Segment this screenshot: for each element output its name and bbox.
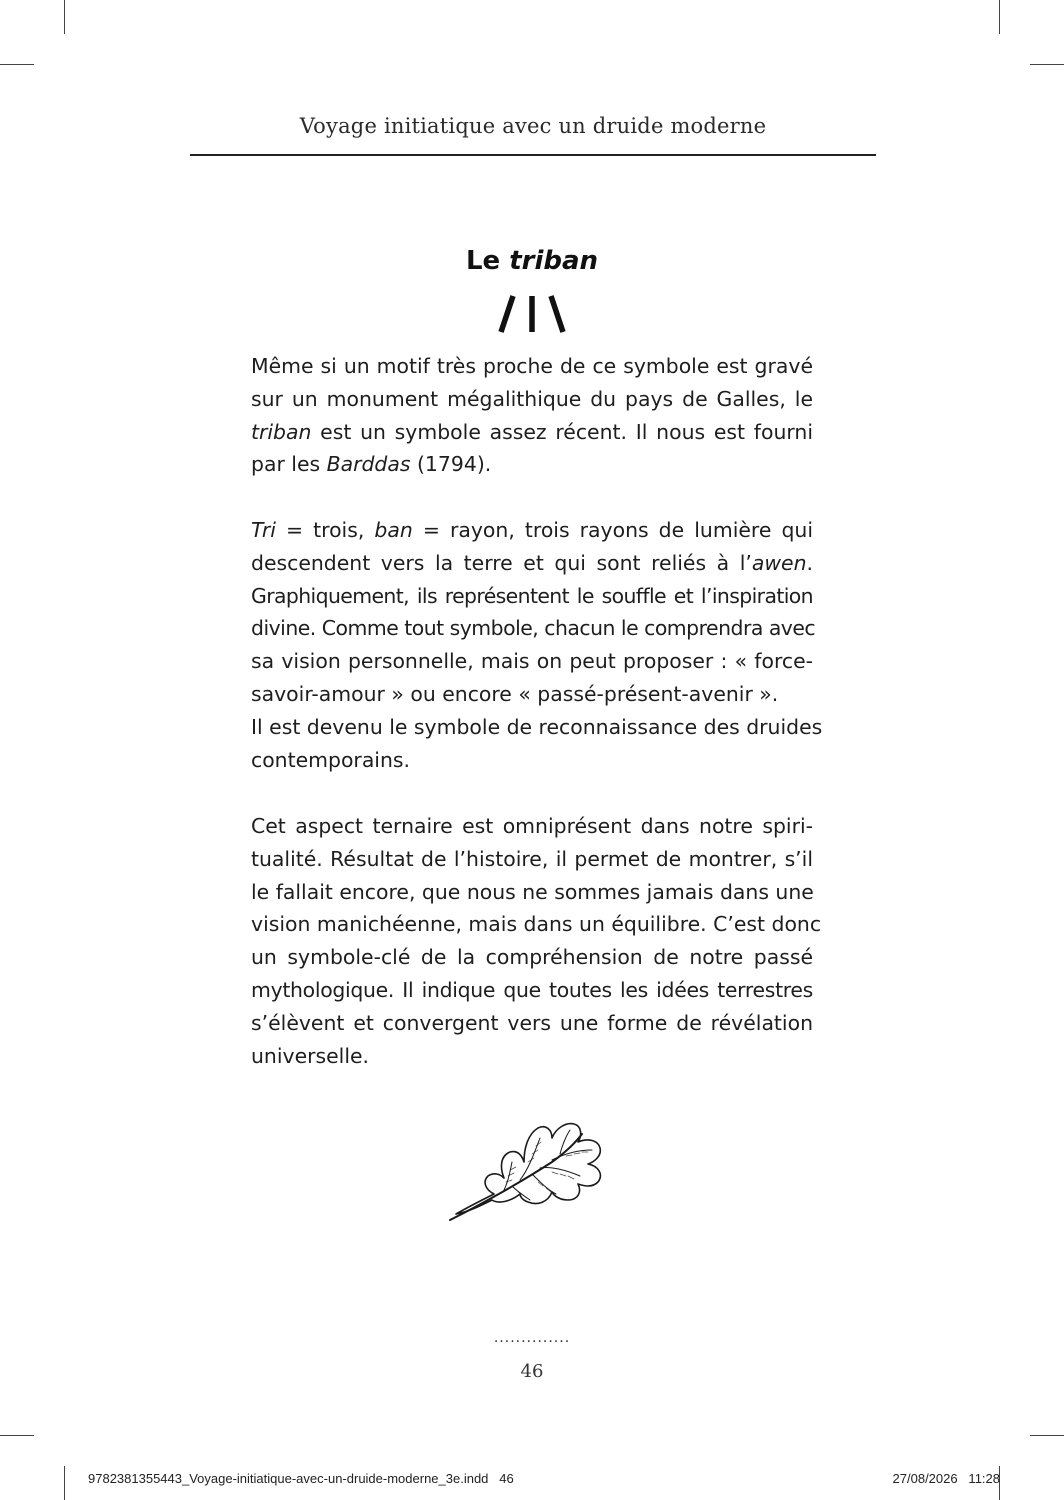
text-run: par les (251, 452, 327, 477)
text-line: tualité. Résultat de l’histoire, il permet de montrer, s’il (251, 846, 813, 871)
text-line: divine. Comme tout symbole, chacun le comprendra avec (251, 616, 816, 641)
text-run: . (806, 550, 813, 575)
text-line: sa vision personnelle, mais on peut proposer : « force- (251, 649, 813, 674)
text-line: sur un monument mégalithique du pays de Galles, le (251, 386, 813, 411)
page-number: 46 (520, 1361, 544, 1382)
section-title-plain: Le (465, 246, 510, 276)
text-run: descendent vers la terre et qui sont reliés à l’ (251, 550, 752, 575)
footer-dots: .............. (493, 1330, 571, 1346)
italic-term: ban (374, 518, 413, 542)
text-line: vision manichéenne, mais dans un équilibre. C’est donc (251, 912, 822, 937)
crop-mark-top-right (999, 0, 1000, 34)
italic-term: Tri (251, 518, 276, 542)
text-line: un symbole-clé de la compréhension de notre passé (251, 945, 813, 970)
text-line: mythologique. Il indique que toutes les idées terrestres (251, 977, 813, 1002)
text-run: = rayon, trois rayons de lumière qui (412, 518, 813, 542)
crop-mark-left-bottom (0, 1435, 34, 1436)
oak-leaf-icon (448, 1110, 616, 1224)
running-head: Voyage initiatique avec un druide moderne (299, 114, 767, 138)
section-title-italic: triban (509, 246, 599, 276)
text-line: Graphiquement, ils représentent le souffle et l’inspiration (251, 583, 813, 608)
text-line: s’élèvent et convergent vers une forme de révélation (251, 1010, 813, 1035)
paragraph-3 (251, 810, 822, 1072)
section-title (0, 246, 1064, 276)
crop-mark-right-top (1030, 64, 1064, 65)
italic-term: Barddas (326, 452, 411, 477)
text-run: = trois, (275, 518, 375, 542)
text-line: contemporains. (251, 747, 411, 772)
text-line (251, 416, 813, 449)
crop-mark-bottom-left (64, 1466, 65, 1500)
text-line: savoir-amour » ou encore « passé-présent-avenir ». (251, 681, 779, 706)
text-line (251, 514, 813, 547)
italic-term: triban (251, 419, 312, 444)
text-line (251, 547, 813, 580)
text-line: le fallait encore, que nous ne sommes jamais dans une (251, 879, 814, 904)
crop-mark-right-bottom (1030, 1435, 1064, 1436)
text-line: Cet aspect ternaire est omniprésent dans notre spiri- (251, 814, 813, 838)
triban-symbol-icon (496, 292, 568, 336)
italic-term: awen (751, 550, 807, 575)
text-run: (1794). (410, 452, 492, 477)
text-line: Même si un motif très proche de ce symbole est gravé (251, 354, 813, 378)
crop-mark-top-left (64, 0, 65, 34)
paragraph-1 (251, 350, 813, 481)
header-rule (190, 154, 876, 156)
slug-timestamp: 27/08/2026 11:28 (892, 1471, 1000, 1486)
slug-filename: 9782381355443_Voyage-initiatique-avec-un-druide-moderne_3e.indd 46 (88, 1471, 514, 1486)
paragraph-2 (251, 514, 823, 776)
text-line: Il est devenu le symbole de reconnaissance des druides (251, 714, 823, 739)
crop-mark-left-top (0, 64, 34, 65)
text-run: est un symbole assez récent. Il nous est fourni (311, 419, 813, 444)
text-line: universelle. (251, 1043, 370, 1068)
text-line (251, 448, 813, 481)
